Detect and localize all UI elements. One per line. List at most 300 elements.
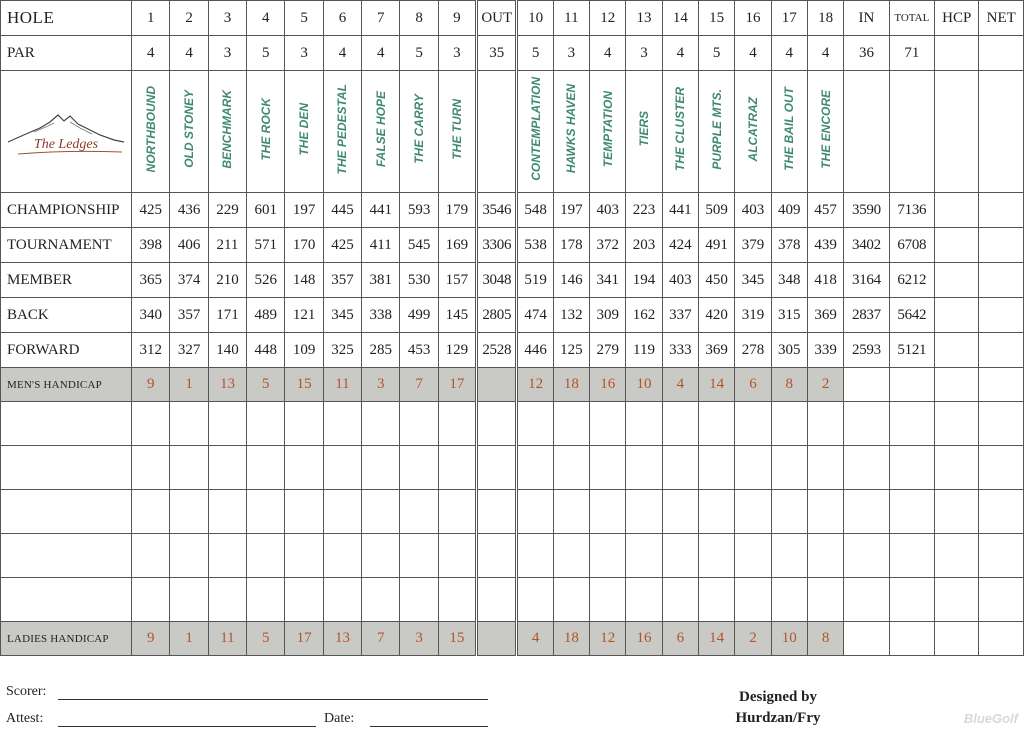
out-blank [477, 71, 517, 193]
score-out-cell[interactable] [477, 578, 517, 622]
handicap-value: 12 [590, 622, 626, 656]
handicap-value: 17 [438, 368, 476, 402]
tee-hcp-blank [935, 298, 979, 333]
score-cell[interactable] [285, 402, 323, 446]
handicap-blank [844, 622, 889, 656]
hole-name-cell [662, 71, 698, 193]
score-sum-cell[interactable] [979, 534, 1024, 578]
score-cell[interactable] [699, 534, 735, 578]
hole-number: 16 [735, 1, 771, 36]
score-cell[interactable] [208, 534, 246, 578]
hole-name-cell [323, 71, 361, 193]
score-row [1, 578, 1024, 622]
score-sum-cell[interactable] [889, 578, 934, 622]
ladies-handicap-row-label: LADIES HANDICAP [1, 622, 132, 656]
score-sum-cell[interactable] [844, 534, 889, 578]
score-sum-cell[interactable] [979, 490, 1024, 534]
hole-name-cell [807, 71, 843, 193]
yardage-total: 5121 [889, 333, 934, 368]
yardage: 425 [132, 193, 170, 228]
watermark: BlueGolf [963, 711, 1018, 726]
handicap-value: 2 [807, 368, 843, 402]
yardage: 425 [323, 228, 361, 263]
yardage: 345 [323, 298, 361, 333]
yardage: 545 [400, 228, 438, 263]
logo-text: The Ledges [33, 136, 99, 152]
score-sum-cell[interactable] [935, 490, 979, 534]
score-cell[interactable] [208, 490, 246, 534]
yardage: 339 [807, 333, 843, 368]
tee-row [1, 263, 1024, 298]
hole-number: 15 [699, 1, 735, 36]
score-sum-cell[interactable] [889, 402, 934, 446]
score-cell[interactable] [662, 578, 698, 622]
score-cell[interactable] [662, 490, 698, 534]
yardage: 474 [517, 298, 553, 333]
scorer-label: Scorer: [6, 684, 47, 699]
handicap-blank [979, 622, 1024, 656]
score-cell[interactable] [132, 402, 170, 446]
yardage: 132 [553, 298, 589, 333]
yardage-out: 3306 [477, 228, 517, 263]
score-cell[interactable] [400, 446, 438, 490]
player-name-cell[interactable] [1, 402, 132, 446]
score-cell[interactable] [590, 534, 626, 578]
hole-number: 17 [771, 1, 807, 36]
par-value: 4 [590, 36, 626, 71]
hole-name: THE BAIL OUT [782, 87, 797, 171]
score-sum-cell[interactable] [935, 446, 979, 490]
handicap-blank [979, 368, 1024, 402]
score-sum-cell[interactable] [889, 490, 934, 534]
score-cell[interactable] [247, 402, 285, 446]
attest-line[interactable] [58, 726, 316, 727]
yardage-out: 2528 [477, 333, 517, 368]
score-sum-cell[interactable] [935, 534, 979, 578]
hole-number: 4 [247, 1, 285, 36]
score-cell[interactable] [626, 534, 662, 578]
par-out: 35 [477, 36, 517, 71]
hole-name-cell [400, 71, 438, 193]
tee-hcp-blank [935, 263, 979, 298]
score-cell[interactable] [590, 578, 626, 622]
score-sum-cell[interactable] [935, 578, 979, 622]
score-sum-cell[interactable] [889, 446, 934, 490]
par-hcp-blank [935, 36, 979, 71]
score-cell[interactable] [626, 578, 662, 622]
score-out-cell[interactable] [477, 402, 517, 446]
yardage: 453 [400, 333, 438, 368]
score-cell[interactable] [807, 534, 843, 578]
score-cell[interactable] [132, 446, 170, 490]
hole-name: OLD STONEY [182, 90, 197, 168]
handicap-value: 9 [132, 368, 170, 402]
yardage: 424 [662, 228, 698, 263]
score-sum-cell[interactable] [844, 578, 889, 622]
score-cell[interactable] [285, 490, 323, 534]
yardage: 365 [132, 263, 170, 298]
yardage: 519 [517, 263, 553, 298]
hole-name: FALSE HOPE [373, 90, 388, 167]
handicap-value: 4 [517, 622, 553, 656]
yardage: 491 [699, 228, 735, 263]
hole-name: TIERS [637, 111, 652, 147]
date-line[interactable] [370, 726, 488, 727]
score-cell[interactable] [517, 402, 553, 446]
handicap-value: 14 [699, 368, 735, 402]
handicap-value: 10 [771, 622, 807, 656]
yardage: 489 [247, 298, 285, 333]
par-value: 5 [247, 36, 285, 71]
score-cell[interactable] [132, 534, 170, 578]
hole-name-cell [771, 71, 807, 193]
score-cell[interactable] [517, 490, 553, 534]
hole-number: 11 [553, 1, 589, 36]
designer-name: Hurdzan/Fry [735, 710, 821, 726]
score-cell[interactable] [626, 402, 662, 446]
score-cell[interactable] [553, 402, 589, 446]
yardage: 441 [362, 193, 400, 228]
score-cell[interactable] [699, 578, 735, 622]
score-cell[interactable] [323, 402, 361, 446]
score-cell[interactable] [517, 534, 553, 578]
yardage-total: 6708 [889, 228, 934, 263]
tee-net-blank [979, 333, 1024, 368]
score-out-cell[interactable] [477, 446, 517, 490]
yardage: 446 [517, 333, 553, 368]
tee-net-blank [979, 193, 1024, 228]
handicap-value: 16 [626, 622, 662, 656]
yardage: 315 [771, 298, 807, 333]
handicap-blank [935, 622, 979, 656]
yardage: 203 [626, 228, 662, 263]
player-name-cell[interactable] [1, 446, 132, 490]
score-cell[interactable] [170, 534, 208, 578]
yardage: 450 [699, 263, 735, 298]
handicap-value: 2 [735, 622, 771, 656]
score-sum-cell[interactable] [844, 402, 889, 446]
score-cell[interactable] [590, 402, 626, 446]
yardage: 327 [170, 333, 208, 368]
score-cell[interactable] [553, 578, 589, 622]
yardage: 171 [208, 298, 246, 333]
total-label: TOTAL [889, 1, 934, 36]
tee-row [1, 193, 1024, 228]
par-value: 4 [362, 36, 400, 71]
hole-name-cell [285, 71, 323, 193]
score-cell[interactable] [662, 402, 698, 446]
hole-name: NORTHBOUND [143, 85, 158, 173]
score-cell[interactable] [626, 446, 662, 490]
par-row [1, 36, 1024, 71]
handicap-value: 14 [699, 622, 735, 656]
score-cell[interactable] [553, 446, 589, 490]
score-cell[interactable] [323, 446, 361, 490]
score-cell[interactable] [771, 446, 807, 490]
hole-name-cell [699, 71, 735, 193]
score-cell[interactable] [553, 490, 589, 534]
yardage-total: 6212 [889, 263, 934, 298]
score-cell[interactable] [807, 446, 843, 490]
yardage: 445 [323, 193, 361, 228]
score-sum-cell[interactable] [889, 534, 934, 578]
yardage: 223 [626, 193, 662, 228]
score-cell[interactable] [362, 490, 400, 534]
hole-name-cell [735, 71, 771, 193]
score-sum-cell[interactable] [844, 490, 889, 534]
yardage: 499 [400, 298, 438, 333]
hcp-label: HCP [935, 1, 979, 36]
designed-by-text: Designed by [739, 689, 817, 705]
tee-row [1, 298, 1024, 333]
score-cell[interactable] [699, 402, 735, 446]
handicap-value: 1 [170, 368, 208, 402]
tee-name: BACK [1, 298, 132, 333]
tee-row [1, 333, 1024, 368]
yardage: 210 [208, 263, 246, 298]
score-cell[interactable] [208, 578, 246, 622]
player-name-cell[interactable] [1, 578, 132, 622]
hole-name: THE DEN [297, 102, 312, 156]
yardage: 157 [438, 263, 476, 298]
yardage: 338 [362, 298, 400, 333]
hole-number: 2 [170, 1, 208, 36]
tee-name: TOURNAMENT [1, 228, 132, 263]
yardage: 170 [285, 228, 323, 263]
date-label: Date: [324, 711, 355, 726]
score-cell[interactable] [285, 534, 323, 578]
hole-name: HAWKS HAVEN [564, 84, 579, 174]
yardage: 348 [771, 263, 807, 298]
score-cell[interactable] [285, 446, 323, 490]
score-cell[interactable] [771, 402, 807, 446]
handicap-value: 13 [208, 368, 246, 402]
handicap-value: 18 [553, 622, 589, 656]
score-cell[interactable] [517, 578, 553, 622]
tee-row [1, 228, 1024, 263]
yardage-out: 3048 [477, 263, 517, 298]
score-cell[interactable] [771, 534, 807, 578]
score-cell[interactable] [735, 578, 771, 622]
yardage: 398 [132, 228, 170, 263]
yardage: 109 [285, 333, 323, 368]
hole-name-cell [132, 71, 170, 193]
score-cell[interactable] [699, 490, 735, 534]
handicap-value: 15 [438, 622, 476, 656]
score-sum-cell[interactable] [935, 402, 979, 446]
score-cell[interactable] [400, 578, 438, 622]
score-cell[interactable] [247, 534, 285, 578]
player-name-cell[interactable] [1, 534, 132, 578]
tee-name: CHAMPIONSHIP [1, 193, 132, 228]
par-value: 4 [662, 36, 698, 71]
yardage: 178 [553, 228, 589, 263]
yardage: 148 [285, 263, 323, 298]
hole-name-cell [590, 71, 626, 193]
score-row [1, 446, 1024, 490]
score-cell[interactable] [323, 578, 361, 622]
yardage: 305 [771, 333, 807, 368]
score-cell[interactable] [132, 490, 170, 534]
par-value: 3 [208, 36, 246, 71]
score-cell[interactable] [208, 402, 246, 446]
score-out-cell[interactable] [477, 534, 517, 578]
yardage: 448 [247, 333, 285, 368]
hole-number: 6 [323, 1, 361, 36]
par-value: 4 [323, 36, 361, 71]
score-cell[interactable] [735, 446, 771, 490]
handicap-value: 8 [771, 368, 807, 402]
hole-number: 10 [517, 1, 553, 36]
handicap-value: 17 [285, 622, 323, 656]
ladies-handicap-row [1, 622, 1024, 656]
scorer-line[interactable] [58, 699, 488, 700]
hole-name-cell [170, 71, 208, 193]
yardage: 369 [807, 298, 843, 333]
yardage: 403 [662, 263, 698, 298]
player-name-cell[interactable] [1, 490, 132, 534]
handicap-value: 18 [553, 368, 589, 402]
score-cell[interactable] [807, 402, 843, 446]
score-cell[interactable] [735, 402, 771, 446]
score-cell[interactable] [438, 578, 476, 622]
names-blank [844, 71, 889, 193]
yardage: 372 [590, 228, 626, 263]
score-cell[interactable] [400, 490, 438, 534]
yardage: 406 [170, 228, 208, 263]
net-label: NET [979, 1, 1024, 36]
mens-handicap-row-label: MEN'S HANDICAP [1, 368, 132, 402]
par-net-blank [979, 36, 1024, 71]
hole-name: THE CLUSTER [673, 87, 688, 171]
hole-number: 3 [208, 1, 246, 36]
hole-number: 13 [626, 1, 662, 36]
score-cell[interactable] [590, 490, 626, 534]
score-cell[interactable] [735, 534, 771, 578]
tee-net-blank [979, 263, 1024, 298]
score-cell[interactable] [362, 402, 400, 446]
yardage-out: 3546 [477, 193, 517, 228]
tee-net-blank [979, 228, 1024, 263]
hole-names-row [1, 71, 1024, 193]
yardage: 345 [735, 263, 771, 298]
tee-hcp-blank [935, 333, 979, 368]
score-cell[interactable] [362, 534, 400, 578]
score-cell[interactable] [170, 578, 208, 622]
hole-name: CONTEMPLATION [528, 77, 543, 181]
score-sum-cell[interactable] [979, 402, 1024, 446]
yardage: 279 [590, 333, 626, 368]
score-cell[interactable] [247, 490, 285, 534]
yardage: 340 [132, 298, 170, 333]
score-cell[interactable] [590, 446, 626, 490]
score-cell[interactable] [323, 490, 361, 534]
par-value: 5 [400, 36, 438, 71]
scorecard-footer [0, 675, 1024, 732]
names-blank [935, 71, 979, 193]
score-cell[interactable] [362, 578, 400, 622]
hole-name: PURPLE MTS. [709, 88, 724, 170]
score-cell[interactable] [771, 490, 807, 534]
yardage: 121 [285, 298, 323, 333]
yardage: 145 [438, 298, 476, 333]
score-cell[interactable] [170, 402, 208, 446]
score-cell[interactable] [170, 490, 208, 534]
score-cell[interactable] [438, 402, 476, 446]
yardage: 420 [699, 298, 735, 333]
score-cell[interactable] [400, 534, 438, 578]
score-cell[interactable] [771, 578, 807, 622]
yardage: 211 [208, 228, 246, 263]
score-cell[interactable] [247, 578, 285, 622]
attest-label: Attest: [6, 711, 44, 726]
yardage: 381 [362, 263, 400, 298]
par-value: 3 [626, 36, 662, 71]
score-cell[interactable] [699, 446, 735, 490]
yardage-out: 2805 [477, 298, 517, 333]
score-cell[interactable] [247, 446, 285, 490]
par-value: 3 [438, 36, 476, 71]
score-out-cell[interactable] [477, 490, 517, 534]
score-cell[interactable] [517, 446, 553, 490]
score-cell[interactable] [285, 578, 323, 622]
score-cell[interactable] [438, 446, 476, 490]
hole-name: TEMPTATION [600, 90, 615, 168]
score-sum-cell[interactable] [979, 446, 1024, 490]
yardage-in: 2593 [844, 333, 889, 368]
mens-handicap-row [1, 368, 1024, 402]
score-cell[interactable] [438, 490, 476, 534]
handicap-value: 12 [517, 368, 553, 402]
score-cell[interactable] [807, 578, 843, 622]
score-cell[interactable] [662, 534, 698, 578]
yardage: 379 [735, 228, 771, 263]
tee-name: MEMBER [1, 263, 132, 298]
score-cell[interactable] [400, 402, 438, 446]
score-cell[interactable] [438, 534, 476, 578]
yardage: 526 [247, 263, 285, 298]
score-cell[interactable] [626, 490, 662, 534]
score-cell[interactable] [735, 490, 771, 534]
score-cell[interactable] [662, 446, 698, 490]
hole-number: 7 [362, 1, 400, 36]
yardage: 140 [208, 333, 246, 368]
handicap-value: 11 [208, 622, 246, 656]
yardage: 169 [438, 228, 476, 263]
score-cell[interactable] [208, 446, 246, 490]
score-sum-cell[interactable] [979, 578, 1024, 622]
yardage: 439 [807, 228, 843, 263]
handicap-value: 8 [807, 622, 843, 656]
tee-hcp-blank [935, 228, 979, 263]
hole-name: THE TURN [449, 98, 464, 160]
yardage: 441 [662, 193, 698, 228]
score-cell[interactable] [132, 578, 170, 622]
score-cell[interactable] [170, 446, 208, 490]
score-cell[interactable] [807, 490, 843, 534]
yardage-in: 3164 [844, 263, 889, 298]
score-sum-cell[interactable] [844, 446, 889, 490]
handicap-value: 5 [247, 622, 285, 656]
score-cell[interactable] [323, 534, 361, 578]
mountain-logo-icon [4, 102, 128, 162]
hole-number: 14 [662, 1, 698, 36]
yardage: 538 [517, 228, 553, 263]
score-cell[interactable] [362, 446, 400, 490]
score-cell[interactable] [553, 534, 589, 578]
handicap-out-blank [477, 622, 517, 656]
yardage-total: 7136 [889, 193, 934, 228]
